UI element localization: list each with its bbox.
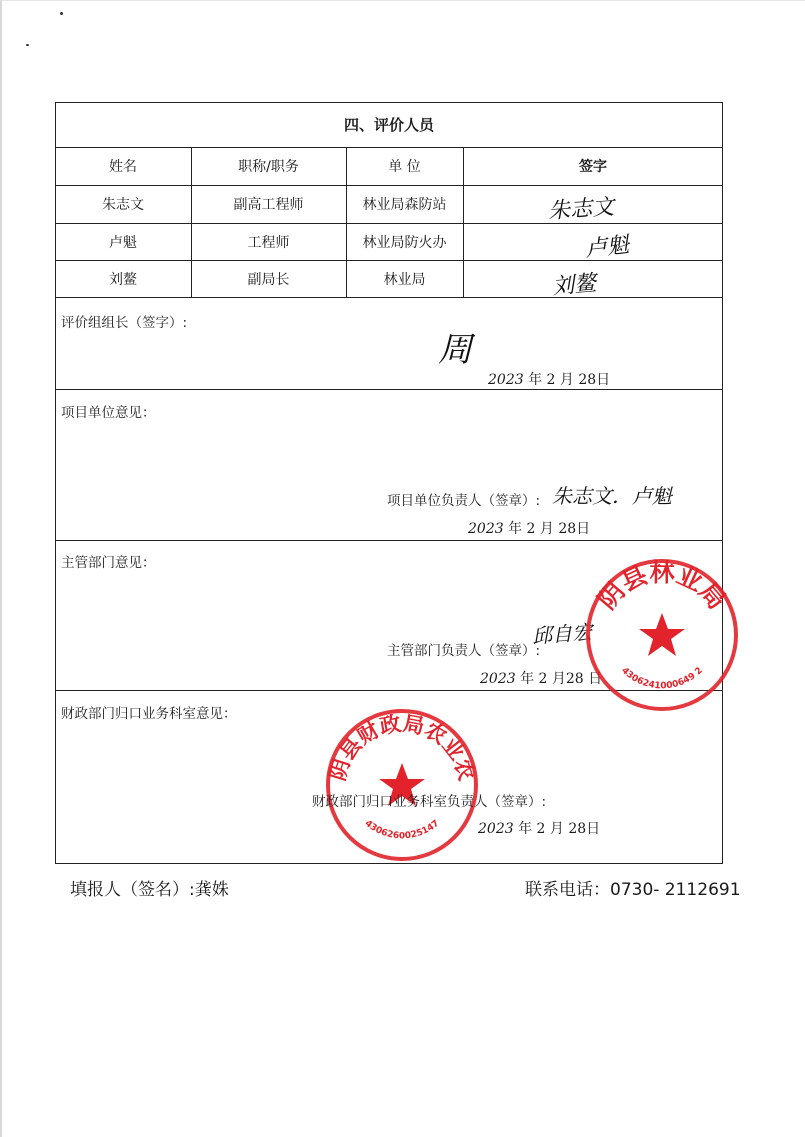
- supervising-dept-signature: 邱自宏: [531, 619, 593, 649]
- project-unit-label: 项目单位意见：: [61, 405, 156, 421]
- date-rest: 年 2 月28 日: [520, 671, 603, 687]
- header-signature: 签字: [579, 159, 607, 175]
- date-year: 2023: [488, 372, 524, 388]
- evaluator-title: 副局长: [247, 271, 290, 288]
- stamp-number: 4306260025147: [362, 818, 442, 842]
- group-leader-date: [488, 369, 610, 389]
- date-rest: 年 2 月 28日: [508, 521, 591, 537]
- supervising-dept-label: 主管部门意见：: [61, 555, 156, 571]
- evaluator-unit: 林业局: [383, 271, 426, 288]
- supervising-dept-signer-label: 主管部门负责人（签章）:: [387, 643, 541, 659]
- date-year: 2023: [468, 521, 504, 537]
- project-unit-date: [468, 518, 590, 538]
- evaluator-name: 朱志文: [102, 197, 144, 213]
- svg-text:4306241000649 2: [619, 666, 705, 692]
- evaluator-name: 卢魁: [109, 234, 137, 251]
- scan-speck: [26, 44, 29, 46]
- filler-name: 龚姝: [194, 880, 229, 900]
- finance-dept-label: 财政部门归口业务科室意见：: [61, 706, 237, 722]
- filler-line: [70, 875, 229, 900]
- evaluator-unit: 林业局防火办: [362, 234, 447, 251]
- evaluator-unit: 林业局森防站: [362, 197, 447, 213]
- row-divider: [55, 297, 723, 298]
- phone-number: 0730- 2112691: [610, 880, 741, 900]
- evaluator-title: 副高工程师: [233, 197, 304, 213]
- header-unit: 单 位: [388, 159, 421, 175]
- date-year: 2023: [480, 671, 516, 687]
- group-leader-label: 评价组组长（签字）:: [61, 315, 188, 331]
- svg-text:4306260025147: [363, 819, 442, 842]
- evaluator-signature: 卢魁: [584, 232, 631, 263]
- header-name: 姓名: [109, 159, 137, 175]
- svg-text:阴县林业局: [592, 558, 731, 615]
- phone-label: 联系电话：: [525, 880, 610, 900]
- project-unit-signature: 朱志文．卢魁: [552, 484, 672, 508]
- date-year: 2023: [478, 821, 514, 837]
- section-divider: [55, 389, 723, 390]
- section-divider: [55, 540, 723, 541]
- evaluator-name: 刘鳌: [109, 271, 137, 288]
- header-title: 职称/职务: [238, 159, 299, 175]
- forestry-bureau-stamp: [582, 555, 742, 715]
- stamp-star-icon: [639, 613, 685, 656]
- finance-dept-date: [478, 818, 600, 838]
- finance-dept-signer-label: 财政部门归口业务科室负责人（签章）:: [312, 794, 547, 810]
- phone-line: [525, 875, 741, 900]
- evaluator-title: 工程师: [247, 234, 290, 251]
- group-leader-signature: 周: [438, 330, 472, 370]
- finance-bureau-stamp: [322, 705, 482, 865]
- evaluator-signature: 刘鳌: [551, 271, 598, 300]
- date-rest: 年 2 月 28日: [528, 372, 611, 388]
- stamp-text: 阴县财政局农业农: [325, 711, 479, 784]
- section-title: 四、评价人员: [343, 116, 434, 134]
- stamp-number: 4306241000649 2: [619, 665, 705, 692]
- evaluator-signature: 朱志文: [547, 194, 615, 225]
- filler-label: 填报人（签名）:: [70, 880, 195, 900]
- project-unit-signer-label: 项目单位负责人（签章）:: [387, 493, 541, 509]
- date-rest: 年 2 月 28日: [518, 821, 601, 837]
- stamp-text: 阴县林业局: [592, 558, 732, 615]
- scan-speck: [60, 12, 63, 15]
